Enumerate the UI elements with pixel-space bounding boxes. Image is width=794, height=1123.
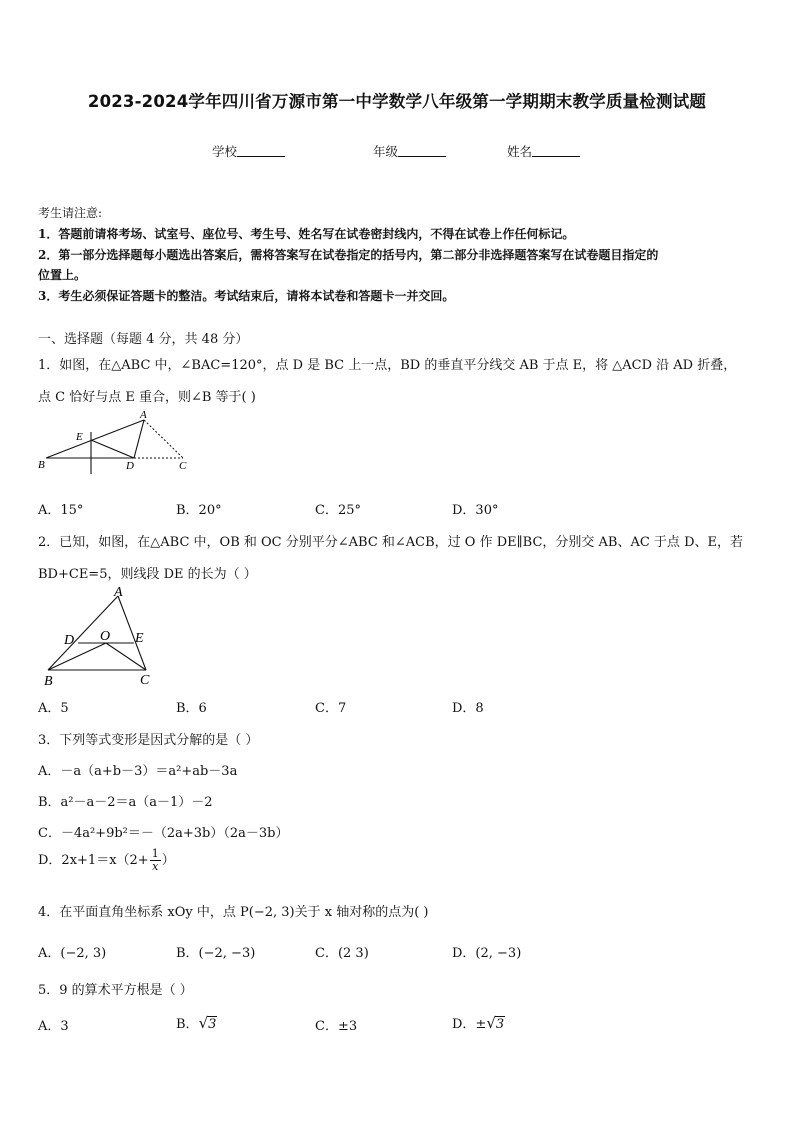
q3-d-denominator: x <box>152 860 159 873</box>
q1-line1: 1．如图，在△ABC 中，∠BAC=120°，点 D 是 BC 上一点，BD 的垂直平分线交 AB 于点 E，将 △ACD 沿 AD 折叠， <box>38 358 737 373</box>
name-blank <box>532 144 580 157</box>
q5-d-prefix: D．± <box>452 1017 487 1032</box>
q1-option-d: D．30° <box>452 503 499 518</box>
q3-option-b: B．a²－a－2＝a（a－1）－2 <box>38 795 213 810</box>
q5-b-radicand: 3 <box>208 1017 217 1032</box>
q3-option-d <box>38 848 175 873</box>
q5-option-d <box>452 1013 505 1032</box>
q2-label-a: A <box>114 586 123 600</box>
q4-option-b: B．(−2, −3) <box>176 946 256 961</box>
q2-option-c: C．7 <box>315 701 347 716</box>
q5-stem: 5．9 的算术平方根是（ ） <box>38 983 193 998</box>
q3-d-prefix: D．2x+1＝x（2+ <box>38 853 149 868</box>
name-label: 姓名 <box>507 144 533 159</box>
name-field <box>507 142 580 160</box>
q2-label-d: D <box>64 633 75 648</box>
q4-option-a: A．(−2, 3) <box>38 946 107 961</box>
school-field <box>212 142 285 160</box>
q1-line2: 点 C 恰好与点 E 重合，则∠B 等于( ) <box>38 390 256 405</box>
q1-option-c: C．25° <box>315 503 361 518</box>
q5-d-radicand: 3 <box>495 1017 505 1032</box>
q5-option-b <box>176 1013 217 1032</box>
note-item-2-cont: 位置上。 <box>38 268 87 282</box>
q1-label-e: E <box>76 431 83 443</box>
section-title: 一、选择题（每题 4 分，共 48 分） <box>38 332 249 347</box>
q5-option-c: C．±3 <box>315 1019 358 1034</box>
q2-figure <box>36 586 156 688</box>
q1-label-a: A <box>140 409 147 421</box>
q2-label-o: O <box>100 629 111 644</box>
q2-option-d: D．8 <box>452 701 484 716</box>
q3-option-a: A．－a（a+b－3）＝a²+ab－3a <box>38 764 238 779</box>
note-item-2: 2．第一部分选择题每小题选出答案后，需将答案写在试卷指定的括号内，第二部分非选择题答案写在试卷题目指定的 <box>38 248 659 262</box>
q1-label-b: B <box>38 459 45 471</box>
q1-option-a: A．15° <box>38 503 84 518</box>
grade-label: 年级 <box>373 144 399 159</box>
q4-stem: 4．在平面直角坐标系 xOy 中，点 P(−2, 3)关于 x 轴对称的点为( ) <box>38 905 429 920</box>
q5-option-a: A．3 <box>38 1019 69 1034</box>
q3-option-c: C．－4a²+9b²＝－（2a+3b）（2a－3b） <box>38 826 289 841</box>
q3-d-suffix: ） <box>161 853 175 868</box>
q2-label-b: B <box>44 674 53 688</box>
q2-option-a: A．5 <box>38 701 69 716</box>
school-label: 学校 <box>212 144 238 159</box>
note-item-3: 3．考生必须保证答题卡的整洁。考试结束后，请将本试卷和答题卡一并交回。 <box>38 289 455 303</box>
notes-heading: 考生请注意: <box>38 206 103 220</box>
exam-title: 2023-2024学年四川省万源市第一中学数学八年级第一学期期末教学质量检测试题 <box>87 92 707 111</box>
q3-stem: 3．下列等式变形是因式分解的是（ ） <box>38 733 259 748</box>
q2-line1: 2．已知，如图，在△ABC 中，OB 和 OC 分别平分∠ABC 和∠ACB，过 O 作 DE∥BC，分别交 AB、AC 于点 D、E，若 <box>38 535 743 550</box>
q2-label-e: E <box>135 631 144 646</box>
q3-d-numerator: 1 <box>151 847 159 860</box>
q4-option-d: D．(2, −3) <box>452 946 522 961</box>
q2-line2: BD+CE=5，则线段 DE 的长为（ ） <box>38 567 257 582</box>
q5-b-prefix: B． <box>176 1017 199 1032</box>
sqrt-icon: √ <box>198 1014 209 1032</box>
school-blank <box>237 144 285 157</box>
q2-option-b: B．6 <box>176 701 207 716</box>
sqrt-icon: √ <box>486 1014 496 1032</box>
q1-figure <box>34 406 196 474</box>
q1-option-b: B．20° <box>176 503 222 518</box>
note-item-1: 1．答题前请将考场、试室号、座位号、考生号、姓名写在试卷密封线内，不得在试卷上作任何标记。 <box>38 227 575 241</box>
q1-label-c: C <box>179 460 187 472</box>
grade-blank <box>398 144 446 157</box>
q3-d-fraction <box>150 848 161 873</box>
q2-label-c: C <box>140 673 150 688</box>
q1-label-d: D <box>126 460 134 472</box>
q4-option-c: C．(2 3) <box>315 946 369 961</box>
grade-field <box>373 142 446 160</box>
